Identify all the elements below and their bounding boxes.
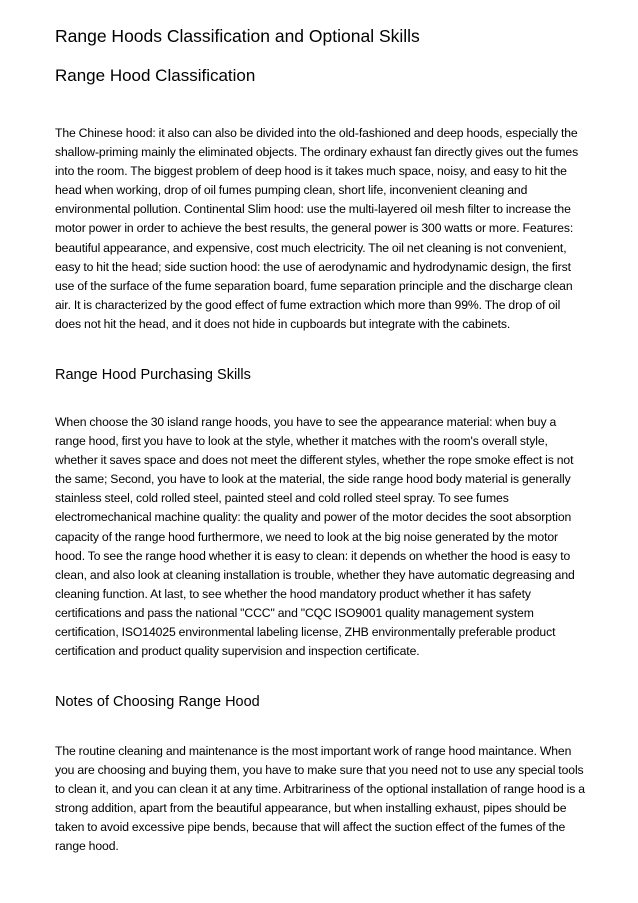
document-title: Range Hoods Classification and Optional Skills <box>55 26 420 46</box>
section-body-purchasing-skills: When choose the 30 island range hoods, you have to see the appearance material: when buy a range hood, first you have to look at the style, whether it matches with the room's overall style, whether it saves space and does not meet the different styles, whether the rope smoke effect is not the same; Second, you have to look at the material, the side range hood body material is generally stainless steel, cold rolled steel, painted steel and cold rolled steel spray. To see fumes electromechanical machine quality: the quality and power of the motor decides the soot absorption capacity of the range hood furthermore, we need to look at the big noise generated by the motor hood. To see the range hood whether it is easy to clean: it depends on whether the hood is easy to clean, and also look at cleaning installation is trouble, whether they have automatic degreasing and cleaning function. At last, to see whether the hood mandatory product whether it has safety certifications and pass the national "CCC" and "CQC ISO9001 quality management system certification, ISO14025 environmental labeling license, ZHB environmentally preferable product certification and product quality supervision and inspection certificate. <box>55 415 575 659</box>
section-body-classification: The Chinese hood: it also can also be divided into the old-fashioned and deep hoods, especially the shallow-priming mainly the eliminated objects. The ordinary exhaust fan directly gives out the fumes into the room. The biggest problem of deep hood is it takes much space, noisy, and easy to hit the head when working, drop of oil fumes pumping clean, short life, inconvenient cleaning and environmental pollution. Continental Slim hood: use the multi-layered oil mesh filter to increase the motor power in order to achieve the best results, the general power is 300 watts or more. Features: beautiful appearance, and expensive, cost much electricity. The oil net cleaning is not convenient, easy to hit the head; side suction hood: the use of aerodynamic and hydrodynamic design, the first use of the surface of the fume separation board, fume separation principle and the discharge clean air. It is characterized by the good effect of fume extraction which more than 99%. The drop of oil does not hit the head, and it does not hide in cupboards but integrate with the cabinets. <box>55 126 579 331</box>
section-heading-purchasing-skills: Range Hood Purchasing Skills <box>55 367 251 383</box>
section-heading-notes: Notes of Choosing Range Hood <box>55 694 260 710</box>
section-body-notes: The routine cleaning and maintenance is the most important work of range hood maintance. When you are choosing and buying them, you have to make sure that you need not to use any special tools to clean it, and you can clean it at any time. Arbitrariness of the optional installation of range hood is a strong addition, apart from the beautiful appearance, but when installing exhaust, pipes should be taken to avoid excessive pipe bends, because that will affect the suction effect of the fumes of the range hood. <box>55 744 585 854</box>
section-heading-classification: Range Hood Classification <box>55 66 256 85</box>
